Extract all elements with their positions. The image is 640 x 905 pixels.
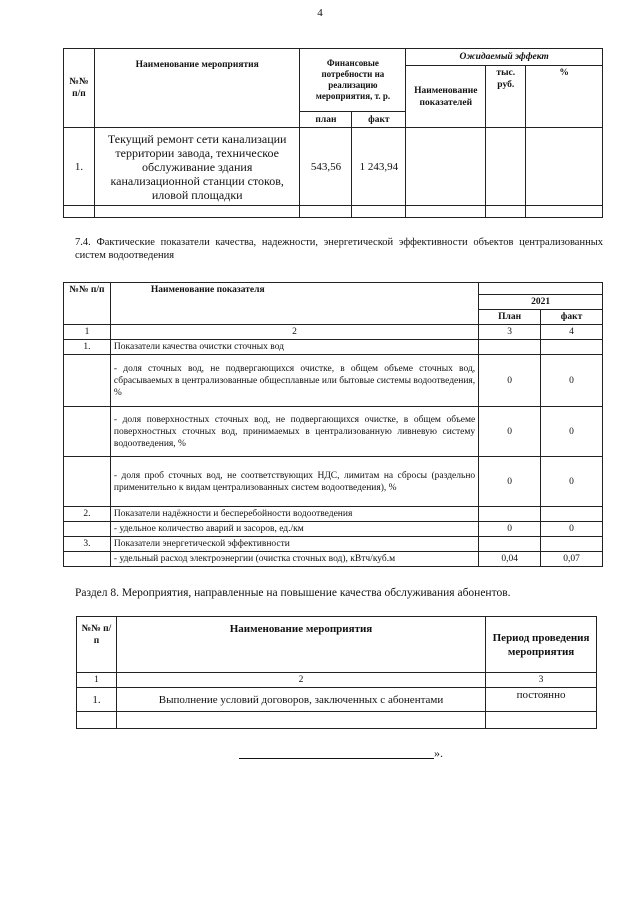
table-row xyxy=(64,128,603,206)
page-number: 4 xyxy=(317,7,323,19)
table-row-empty xyxy=(64,206,603,218)
col-num-header: №№ п/п xyxy=(64,283,111,325)
indicator-plan: 0,04 xyxy=(479,552,541,567)
indicator-text: - доля сточных вод, не подвергающихся очистке, в общем объеме сточных вод, сбрасываемых в централизованные общесплавные или бытовые системы водоотведения, % xyxy=(110,355,478,407)
col-indicator-header: Наименование показателей xyxy=(406,66,486,128)
indicator-fact: 0,07 xyxy=(541,552,603,567)
col-fact-header: факт xyxy=(352,112,406,128)
col-rub-header: тыс. руб. xyxy=(486,66,526,128)
index-3: 3 xyxy=(479,325,541,340)
group-title: Показатели качества очистки сточных вод xyxy=(110,340,478,355)
table-row xyxy=(64,407,603,457)
col-fact-header: факт xyxy=(541,310,603,325)
indicator-plan: 0 xyxy=(479,522,541,537)
measures-table xyxy=(63,48,603,218)
index-4: 4 xyxy=(541,325,603,340)
indicator-fact: 0 xyxy=(541,407,603,457)
indicators-table xyxy=(63,282,603,567)
row-plan: 543,56 xyxy=(300,128,352,206)
section-8-heading: Раздел 8. Мероприятия, направленные на повышение качества обслуживания абонентов. xyxy=(75,587,511,599)
index-2: 2 xyxy=(110,325,478,340)
indicator-plan: 0 xyxy=(479,355,541,407)
table-row xyxy=(64,355,603,407)
table-row xyxy=(77,688,597,712)
indicator-fact: 0 xyxy=(541,355,603,407)
table-row xyxy=(64,457,603,507)
indicator-plan: 0 xyxy=(479,407,541,457)
indicator-text: - удельное количество аварий и засоров, ед./км xyxy=(110,522,478,537)
row-num: 1. xyxy=(64,128,95,206)
table-row-empty xyxy=(77,712,597,729)
col-finance-header: Финансовые потребности на реализацию мероприятия, т. р. xyxy=(300,49,406,112)
col-num-header: №№ п/п xyxy=(64,49,95,128)
closing-mark: ». xyxy=(434,746,443,760)
col-name-header: Наименование показателя xyxy=(110,283,478,325)
col-name-header: Наименование мероприятия xyxy=(94,49,300,128)
row-fact: 1 243,94 xyxy=(352,128,406,206)
col-period-header: Период проведения мероприятия xyxy=(486,617,597,673)
col-pct-header: % xyxy=(526,66,603,128)
group-title: Показатели надёжности и бесперебойности водоотведения xyxy=(110,507,478,522)
index-1: 1 xyxy=(77,673,117,688)
indicator-text: - удельный расход электроэнергии (очистка сточных вод), кВтч/куб.м xyxy=(110,552,478,567)
indicator-fact: 0 xyxy=(541,457,603,507)
group-num: 2. xyxy=(64,507,111,522)
group-num: 3. xyxy=(64,537,111,552)
section-7-4-heading: 7.4. Фактические показатели качества, надежности, энергетической эффективности объектов централизованных систем водоотведения xyxy=(75,237,603,261)
year-header: 2021 xyxy=(479,295,603,310)
group-num: 1. xyxy=(64,340,111,355)
indicator-fact: 0 xyxy=(541,522,603,537)
indicator-text: - доля поверхностных сточных вод, не подвергающихся очистке, в общем объеме поверхностных сточных вод, принимаемых в централизованную ливневую систему водоотведения, % xyxy=(110,407,478,457)
col-plan-header: План xyxy=(479,310,541,325)
service-measures-table xyxy=(76,616,597,729)
index-3: 3 xyxy=(486,673,597,688)
index-2: 2 xyxy=(116,673,485,688)
indicator-plan: 0 xyxy=(479,457,541,507)
table-row xyxy=(64,552,603,567)
col-effect-header: Ожидаемый эффект xyxy=(406,49,603,66)
col-name-header: Наименование мероприятия xyxy=(116,617,485,673)
col-num-header: №№ п/п xyxy=(77,617,117,673)
indicator-text: - доля проб сточных вод, не соответствующих НДС, лимитам на сбросы (раздельно применительно к видам централизованных систем водоотведения), % xyxy=(110,457,478,507)
row-name: Текущий ремонт сети канализации территории завода, техническое обслуживание здания канализационной станции стоков, иловой площадки xyxy=(94,128,300,206)
index-1: 1 xyxy=(64,325,111,340)
group-title: Показатели энергетической эффективности xyxy=(110,537,478,552)
row-name: Выполнение условий договоров, заключенных с абонентами xyxy=(116,688,485,712)
table-row xyxy=(64,522,603,537)
row-num: 1. xyxy=(77,688,117,712)
signature-line xyxy=(239,758,434,759)
row-period: постоянно xyxy=(486,688,597,712)
col-plan-header: план xyxy=(300,112,352,128)
